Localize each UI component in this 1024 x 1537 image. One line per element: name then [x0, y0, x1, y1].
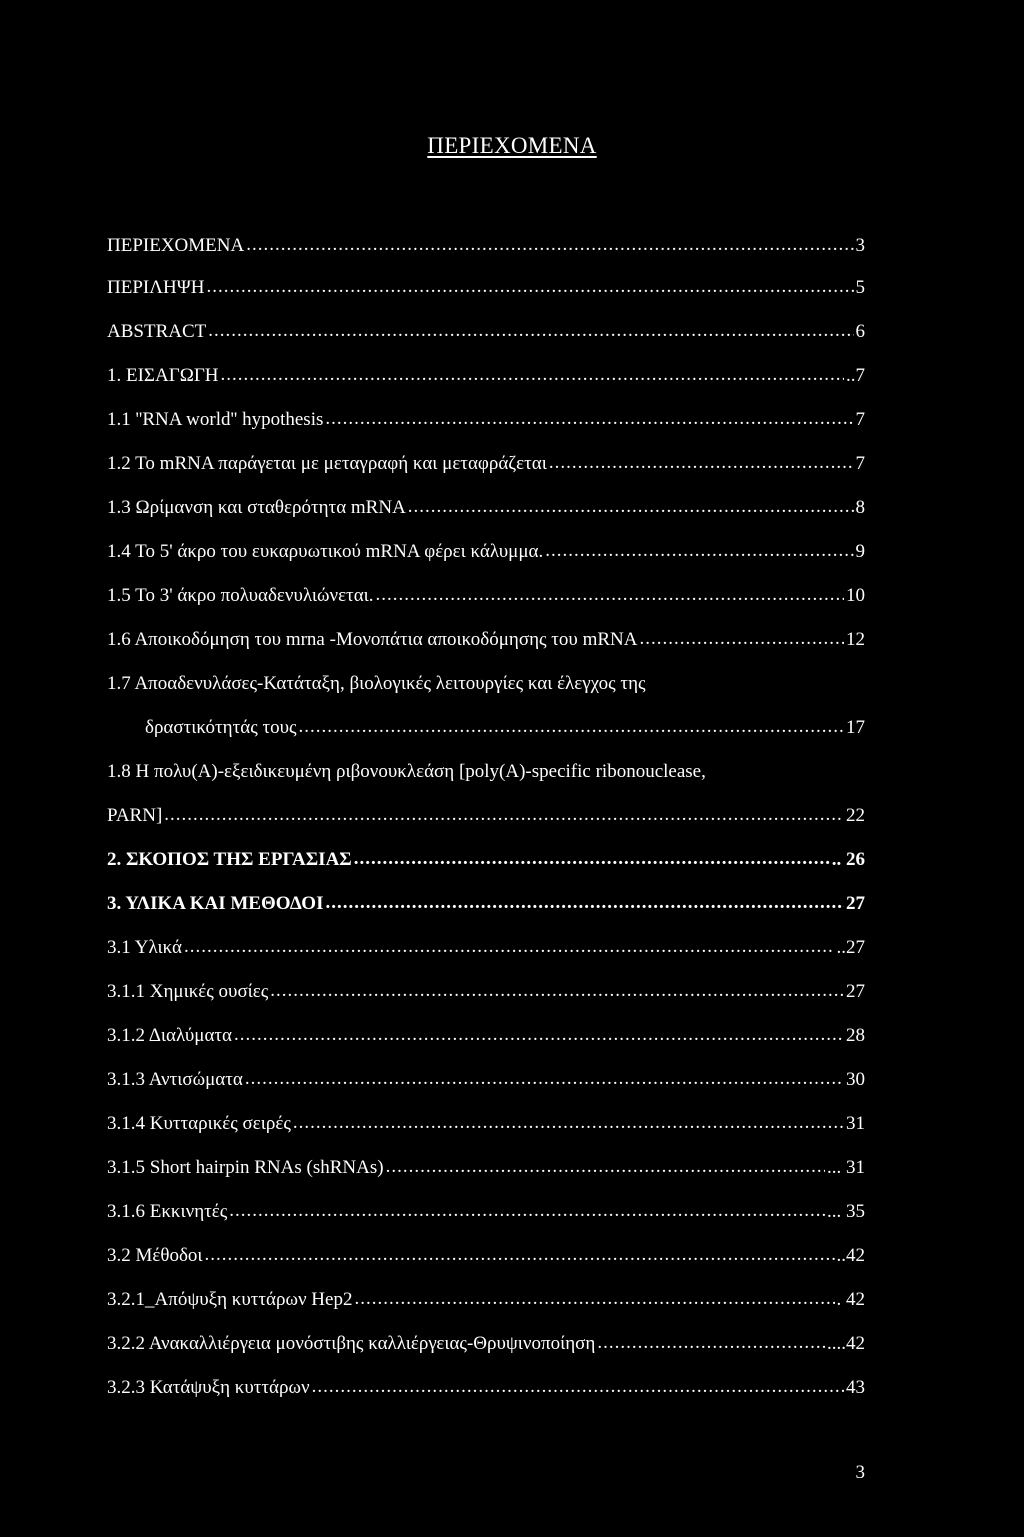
toc-entry-page: . 42: [836, 1289, 865, 1310]
toc-leader-dots: [299, 715, 844, 739]
toc-leader-dots: [229, 1199, 825, 1223]
toc-entry[interactable]: [107, 272, 865, 300]
toc-leader-dots: [386, 1155, 825, 1179]
toc-entry[interactable]: [107, 888, 865, 916]
toc-entry[interactable]: [107, 448, 865, 476]
toc-entry[interactable]: [107, 1372, 865, 1400]
toc-leader-dots: [549, 451, 854, 475]
toc-entry[interactable]: [107, 1240, 865, 1268]
page-title: ΠΕΡΙΕΧΟΜΕΝΑ: [427, 133, 597, 158]
toc-entry-page: ... 35: [827, 1201, 865, 1222]
toc-entry-page: 22: [846, 805, 865, 826]
toc-entry[interactable]: [107, 1284, 865, 1312]
toc-entry-label: ΠΕΡΙΕΧΟΜΕΝΑ: [107, 235, 245, 256]
toc-entry[interactable]: [107, 492, 865, 520]
toc-entry[interactable]: [107, 316, 865, 344]
toc-entry[interactable]: [107, 1196, 865, 1224]
toc-entry[interactable]: [107, 1152, 865, 1180]
toc-entry-page: 27: [846, 893, 865, 914]
toc-leader-dots: [234, 1023, 844, 1047]
toc-entry[interactable]: [107, 756, 865, 784]
toc-leader-dots: [408, 495, 854, 519]
toc-entry-label: 1.1 ''RNA world'' hypothesis: [107, 409, 324, 430]
toc-leader-dots: [270, 979, 844, 1003]
toc-entry-page: 31: [846, 1113, 865, 1134]
toc-leader-dots: [354, 847, 830, 871]
toc-entry-label: 1.4 Το 5' άκρο του ευκαρυωτικού mRNA φέρει κάλυμμα.: [107, 541, 544, 562]
toc-entry-page: ..42: [836, 1245, 865, 1266]
toc-entry[interactable]: [107, 580, 865, 608]
toc-leader-dots: [545, 539, 853, 563]
toc-entry[interactable]: [107, 360, 865, 388]
toc-entry-label: 3.1.4 Κυτταρικές σειρές: [107, 1113, 291, 1134]
toc-entry[interactable]: [107, 624, 865, 652]
toc-leader-dots: [293, 1111, 844, 1135]
toc-entry[interactable]: [107, 932, 865, 960]
toc-entry-label: 3.2.3 Κατάψυξη κυττάρων: [107, 1377, 310, 1398]
toc-entry-label: 1.5 Το 3' άκρο πολυαδενυλιώνεται.: [107, 585, 374, 606]
toc-leader-dots: [221, 363, 844, 387]
toc-entry-page: ..7: [846, 365, 865, 386]
toc-entry-label: 1.2 To mRNA παράγεται με μεταγραφή και μεταφράζεται: [107, 453, 547, 474]
toc-leader-dots: [639, 627, 844, 651]
toc-entry[interactable]: [107, 800, 865, 828]
toc-entry-label: 2. ΣΚΟΠΟΣ ΤΗΣ ΕΡΓΑΣΙΑΣ: [107, 849, 352, 870]
toc-entry[interactable]: [107, 668, 865, 696]
toc-entry-page: 7: [855, 453, 865, 474]
toc-entry[interactable]: [107, 1020, 865, 1048]
toc-entry[interactable]: [107, 230, 865, 258]
toc-entry-label: 3.2 Μέθοδοι: [107, 1245, 203, 1266]
toc-entry-page: 30: [846, 1069, 865, 1090]
toc-entry-page: 7: [855, 409, 865, 430]
toc-entry-page: ... 31: [827, 1157, 865, 1178]
toc-entry-label: 3.2.2 Ανακαλλιέργεια μονόστιβης καλλιέργειας-Θρυψινοποίηση: [107, 1333, 596, 1354]
toc-leader-dots: [245, 1067, 844, 1091]
toc-entry-page: 17: [846, 717, 865, 738]
toc-leader-dots: [205, 1243, 835, 1267]
toc-leader-dots: [184, 935, 835, 959]
toc-entry-label: 3.1.6 Εκκινητές: [107, 1201, 228, 1222]
page-number: 3: [855, 1462, 865, 1483]
toc-entry-label: 3.1.5 Short hairpin RNAs (shRNAs): [107, 1157, 384, 1178]
toc-entry-label: 3.1.1 Χημικές ουσίες: [107, 981, 269, 1002]
toc-entry-label: 1.8 Η πολυ(Α)-εξειδικευμένη ριβονουκλεάση [poly(A)-specific ribonouclease,: [107, 761, 706, 782]
toc-entry-page: 27: [846, 981, 865, 1002]
toc-entry-page: 10: [846, 585, 865, 606]
toc-entry-page: 43: [846, 1377, 865, 1398]
toc-entry-page: .. 26: [831, 849, 865, 870]
toc-leader-dots: [354, 1287, 834, 1311]
toc-entry[interactable]: [107, 1064, 865, 1092]
toc-entry-page: 12: [846, 629, 865, 650]
toc-leader-dots: [597, 1331, 825, 1355]
toc-entry-page: 3: [855, 235, 865, 256]
toc-entry-label: δραστικότητάς τους: [145, 717, 297, 738]
toc-leader-dots: [164, 803, 844, 827]
toc-leader-dots: [325, 891, 844, 915]
toc-entry-label: 3.1.3 Αντισώματα: [107, 1069, 243, 1090]
toc-entry-label: 1. ΕΙΣΑΓΩΓΗ: [107, 365, 219, 386]
toc-entry[interactable]: [107, 536, 865, 564]
toc-entry[interactable]: [107, 976, 865, 1004]
toc-entry-label: 3.1 Υλικά: [107, 937, 182, 958]
toc-entry-label: PARN]: [107, 805, 163, 826]
toc-entry-label: 3. ΥΛΙΚΑ ΚΑΙ ΜΕΘΟΔΟΙ: [107, 893, 324, 914]
toc-leader-dots: [246, 233, 853, 257]
toc-entry-label: 1.3 Ωρίμανση και σταθερότητα mRNA: [107, 497, 406, 518]
toc-entry-page: ....42: [827, 1333, 865, 1354]
toc-entry-label: ABSTRACT: [107, 321, 207, 342]
toc-entry-page: 6: [855, 321, 865, 342]
toc-entry[interactable]: [107, 1108, 865, 1136]
toc-entry-label: 3.1.2 Διαλύματα: [107, 1025, 232, 1046]
toc-leader-dots: [208, 319, 853, 343]
toc-entry[interactable]: [145, 712, 865, 740]
toc-leader-dots: [325, 407, 853, 431]
toc-leader-dots: [312, 1375, 844, 1399]
toc-entry[interactable]: [107, 1328, 865, 1356]
toc-entry-label: 1.6 Αποικοδόμηση του mrna -Μονοπάτια αποικοδόμησης του mRNA: [107, 629, 638, 650]
toc-entry-label: ΠΕΡΙΛΗΨΗ: [107, 277, 205, 298]
toc-entry[interactable]: [107, 844, 865, 872]
toc-entry-page: 9: [855, 541, 865, 562]
toc-entry-page: 28: [846, 1025, 865, 1046]
toc-leader-dots: [376, 583, 844, 607]
toc-entry[interactable]: [107, 404, 865, 432]
toc-entry-page: ..27: [836, 937, 865, 958]
toc-entry-label: 1.7 Αποαδενυλάσες-Κατάταξη, βιολογικές λειτουργίες και έλεγχος της: [107, 673, 646, 694]
toc-entry-page: 8: [855, 497, 865, 518]
toc-entry-label: 3.2.1_Απόψυξη κυττάρων Hep2: [107, 1289, 353, 1310]
toc-leader-dots: [206, 275, 853, 299]
toc-entry-page: 5: [855, 277, 865, 298]
